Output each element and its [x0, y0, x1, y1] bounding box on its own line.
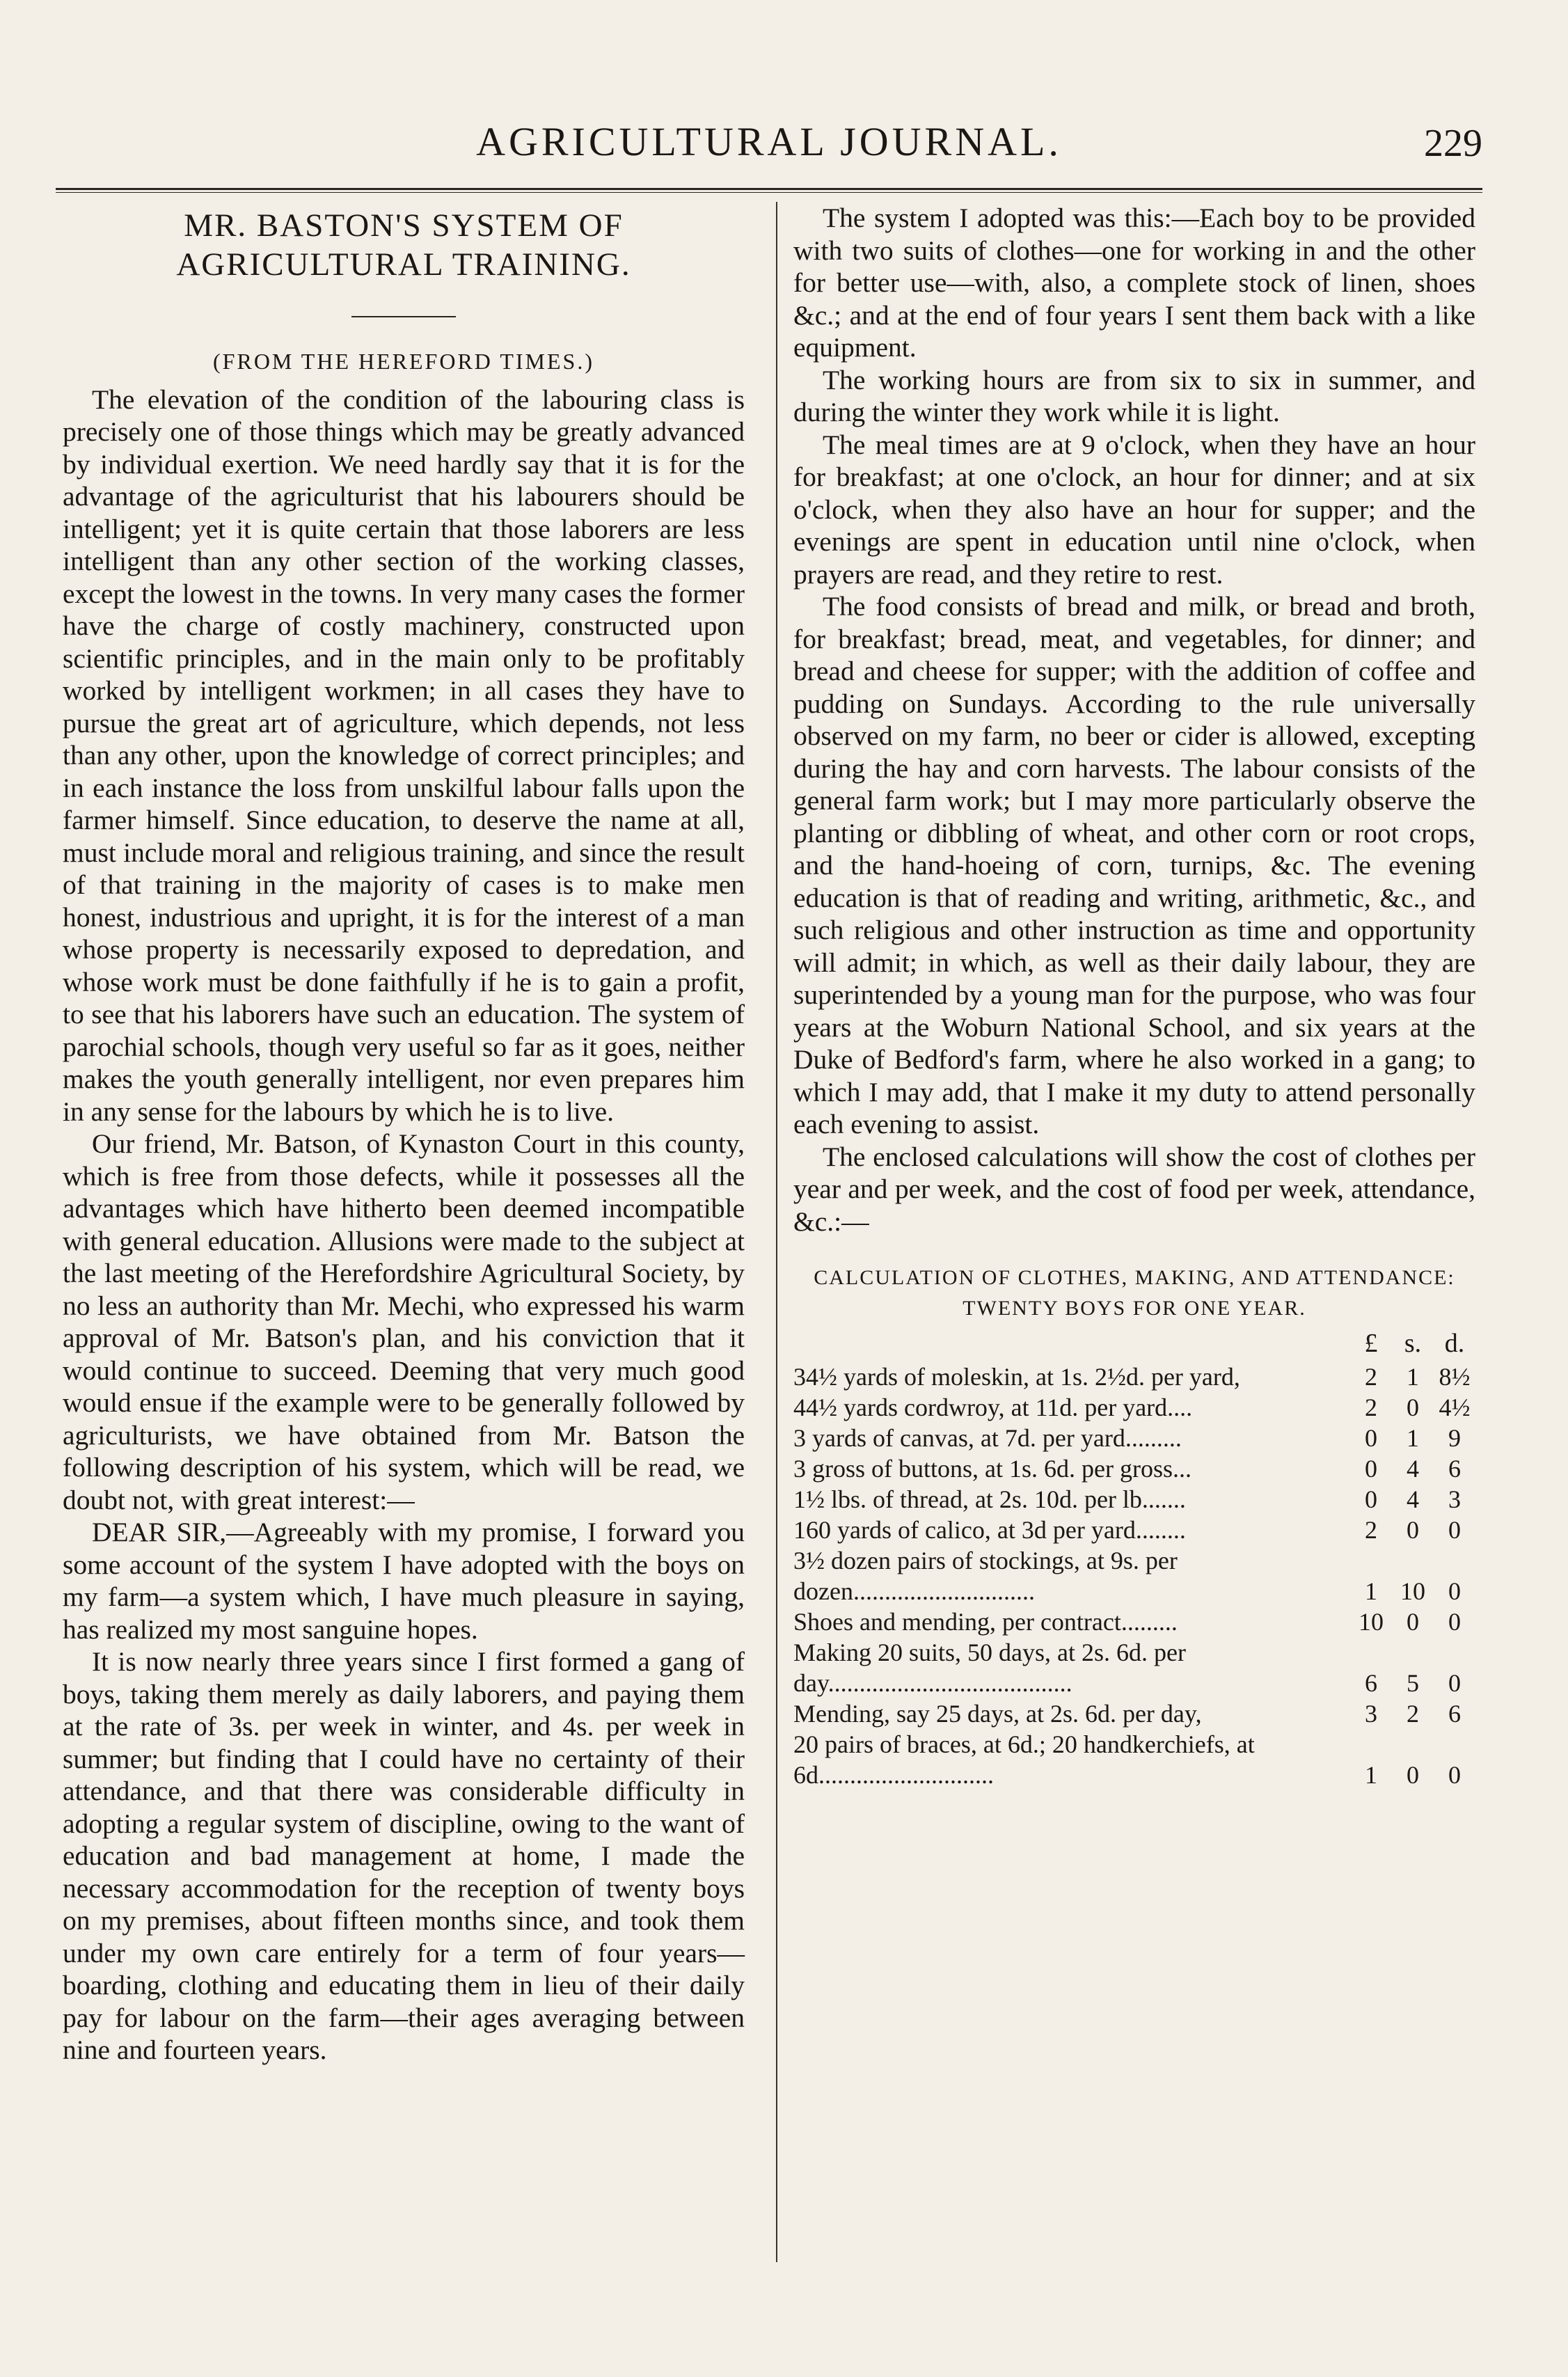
- page-header: [56, 104, 1482, 188]
- item: 3 yards of canvas, at 7d. per yard.........: [793, 1424, 1182, 1452]
- table-row: [793, 1361, 1475, 1392]
- shillings-cell: 0: [1407, 1516, 1419, 1544]
- pence-cell: 0: [1448, 1761, 1461, 1789]
- pounds-cell: 1: [1365, 1577, 1377, 1605]
- item: 1½ lbs. of thread, at 2s. 10d. per lb.......: [793, 1485, 1186, 1513]
- article-title: MR. BASTON'S SYSTEM OF AGRICULTURAL TRAINING.: [176, 207, 631, 283]
- table-row: [793, 1606, 1475, 1637]
- table-row: [793, 1453, 1475, 1484]
- table-row: [793, 1392, 1475, 1423]
- item: Shoes and mending, per contract.........: [793, 1608, 1178, 1636]
- pence-cell: 0: [1448, 1516, 1461, 1544]
- item: 160 yards of calico, at 3d per yard........: [793, 1516, 1186, 1544]
- currency-headers: [793, 1328, 1475, 1359]
- left-column: [63, 202, 745, 2067]
- item: 34½ yards of moleskin, at 1s. 2½d. per yard,: [793, 1363, 1240, 1391]
- shillings-cell: 0: [1407, 1761, 1419, 1789]
- pence-cell: 0: [1448, 1577, 1461, 1605]
- pence-cell: 0: [1448, 1669, 1461, 1697]
- page-number: 229: [1424, 122, 1482, 165]
- pounds-cell: 0: [1365, 1424, 1377, 1452]
- header-rule: [56, 188, 1482, 193]
- item: 3 gross of buttons, at 1s. 6d. per gross...: [793, 1455, 1191, 1483]
- pence-cell: 4½: [1439, 1393, 1471, 1421]
- paragraph-7: The meal times are at 9 o'clock, when they have an hour for breakfast; at one o'clock, an hour for dinner; and at six o'clock, when they also have an hour for supper; and the evenings are spent in education until nine o'clock, when prayers are read, and they retire to rest.: [793, 429, 1475, 590]
- right-column: [793, 202, 1475, 1790]
- pounds-cell: 2: [1365, 1363, 1377, 1391]
- shillings-cell: 2: [1407, 1700, 1419, 1728]
- running-title: AGRICULTURAL JOURNAL.: [476, 119, 1062, 164]
- pence-cell: 9: [1448, 1424, 1461, 1452]
- shillings-cell: 4: [1407, 1455, 1419, 1483]
- pounds-cell: 2: [1365, 1393, 1377, 1421]
- table-row: [793, 1729, 1475, 1790]
- pounds-cell: 3: [1365, 1700, 1377, 1728]
- pounds-cell: 0: [1365, 1485, 1377, 1513]
- shillings-cell: 0: [1407, 1393, 1419, 1421]
- shillings-header: s.: [1404, 1329, 1422, 1358]
- pounds-cell: 0: [1365, 1455, 1377, 1483]
- item: 44½ yards cordwroy, at 11d. per yard....: [793, 1393, 1193, 1421]
- paragraph-2: Our friend, Mr. Batson, of Kynaston Court in this county, which is free from those defects, while it possesses all the advantages which have hitherto been deemed incompatible with general education. Allusions were made to the subject at the last meeting of the Herefordshire Agricultural Society, by no less an authority than Mr. Mechi, who expressed his warm approval of Mr. Batson's plan, and his conviction that it would continue to succeed. Deeming that very much good would ensue if the example were to be generally followed by agriculturists, we have obtained from Mr. Batson the following description of his system, which will be read, we doubt not, with great interest:—: [63, 1128, 745, 1515]
- pence-cell: 6: [1448, 1455, 1461, 1483]
- shillings-cell: 4: [1407, 1485, 1419, 1513]
- paragraph-9: The enclosed calculations will show the cost of clothes per year and per week, and the cost of food per week, attendance, &c.:—: [793, 1141, 1475, 1237]
- paragraph-5: The system I adopted was this:—Each boy to be provided with two suits of clothes—one for working in and the other for better use—with, also, a complete stock of linen, shoes &c.; and at the end of four years I sent them back with a like equipment.: [793, 203, 1475, 363]
- calculation-table: [793, 1361, 1475, 1790]
- column-divider: [776, 202, 777, 2262]
- table-row: [793, 1545, 1475, 1606]
- table-row: [793, 1637, 1475, 1698]
- table-row: [793, 1698, 1475, 1729]
- article-source: (FROM THE HEREFORD TIMES.): [213, 349, 594, 374]
- item: Making 20 suits, 50 days, at 2s. 6d. per day.......................................: [793, 1638, 1186, 1697]
- paragraph-1: The elevation of the condition of the labouring class is precisely one of those things which may be greatly advanced by individual exertion. We need hardly say that it is for the advantage of the agriculturist that his labourers should be intelligent; yet it is quite certain that those laborers are less intelligent than any other section of the working classes, except the lowest in the towns. In very many cases the former have the charge of costly machinery, constructed upon scientific principles, and in the main only to be profitably worked by intelligent workmen; in all cases they have to pursue the great art of agriculture, which depends, not less than any other, upon the knowledge of correct principles; and in each instance the loss from unskilful labour falls upon the farmer himself. Since education, to deserve the name at all, must include moral and religious training, and since the result of that training in the majority of cases is to make men honest, industrious and upright, it is for the interest of a man whose property is necessarily exposed to depredation, and whose work must be done faithfully if he is to gain a profit, to see that his laborers have such an education. The system of parochial schools, though very useful so far as it goes, neither makes the youth generally intelligent, nor even prepares him in any sense for the labours by which he is to live.: [63, 384, 745, 1127]
- pounds-cell: 10: [1359, 1608, 1384, 1636]
- paragraph-4: It is now nearly three years since I first formed a gang of boys, taking them merely as daily laborers, and paying them at the rate of 3s. per week in winter, and 4s. per week in summer; but finding that I could have no certainty of their attendance, and that there was considerable difficulty in adopting a regular system of discipline, owing to the want of education and bad management at home, I made the necessary accommodation for the reception of twenty boys on my premises, about fifteen months since, and took them under my own care entirely for a term of four years—boarding, clothing and educating them in lieu of their daily pay for labour on the farm—their ages averaging between nine and fourteen years.: [63, 1646, 745, 2065]
- pence-header: d.: [1444, 1329, 1465, 1358]
- title-rule: [351, 316, 456, 317]
- pounds-cell: 2: [1365, 1516, 1377, 1544]
- table-row: [793, 1484, 1475, 1515]
- table-row: [793, 1423, 1475, 1453]
- item: Mending, say 25 days, at 2s. 6d. per day,: [793, 1700, 1202, 1728]
- shillings-cell: 5: [1407, 1669, 1419, 1697]
- calculation-heading: CALCULATION OF CLOTHES, MAKING, AND ATTENDANCE: TWENTY BOYS FOR ONE YEAR.: [814, 1266, 1455, 1320]
- pence-cell: 0: [1448, 1608, 1461, 1636]
- pence-cell: 6: [1448, 1700, 1461, 1728]
- pounds-header: £: [1364, 1329, 1378, 1358]
- shillings-cell: 0: [1407, 1608, 1419, 1636]
- paragraph-3: DEAR SIR,—Agreeably with my promise, I forward you some account of the system I have adopted with the boys on my farm—a system which, I have much pleasure in saying, has realized my most sanguine hopes.: [63, 1517, 745, 1645]
- paragraph-6: The working hours are from six to six in summer, and during the winter they work while it is light.: [793, 364, 1475, 427]
- table-row: [793, 1515, 1475, 1545]
- shillings-cell: 1: [1407, 1363, 1419, 1391]
- pence-cell: 3: [1448, 1485, 1461, 1513]
- shillings-cell: 1: [1407, 1424, 1419, 1452]
- item: 3½ dozen pairs of stockings, at 9s. per dozen.............................: [793, 1547, 1178, 1605]
- pounds-cell: 6: [1365, 1669, 1377, 1697]
- pence-cell: 8½: [1439, 1363, 1471, 1391]
- shillings-cell: 10: [1400, 1577, 1425, 1605]
- pounds-cell: 1: [1365, 1761, 1377, 1789]
- paragraph-8: The food consists of bread and milk, or bread and broth, for breakfast; bread, meat, and vegetables, for dinner; and bread and cheese for supper; with the addition of coffee and pudding on Sundays. According to the rule universally observed on my farm, no beer or cider is allowed, excepting during the hay and corn harvests. The labour consists of the general farm work; but I may more particularly observe the planting or dibbling of wheat, and other corn or root crops, and the hand-hoeing of corn, turnips, &c. The evening education is that of reading and writing, arithmetic, &c., and such religious and other instruction as time and opportunity will admit; in which, as well as their daily labour, they are superintended by a young man for the purpose, who was four years at the Woburn National School, and six years at the Duke of Bedford's farm, where he also worked in a gang; to which I may add, that I make it my duty to attend personally each evening to assist.: [793, 591, 1475, 1139]
- item: 20 pairs of braces, at 6d.; 20 handkerchiefs, at 6d............................: [793, 1730, 1255, 1789]
